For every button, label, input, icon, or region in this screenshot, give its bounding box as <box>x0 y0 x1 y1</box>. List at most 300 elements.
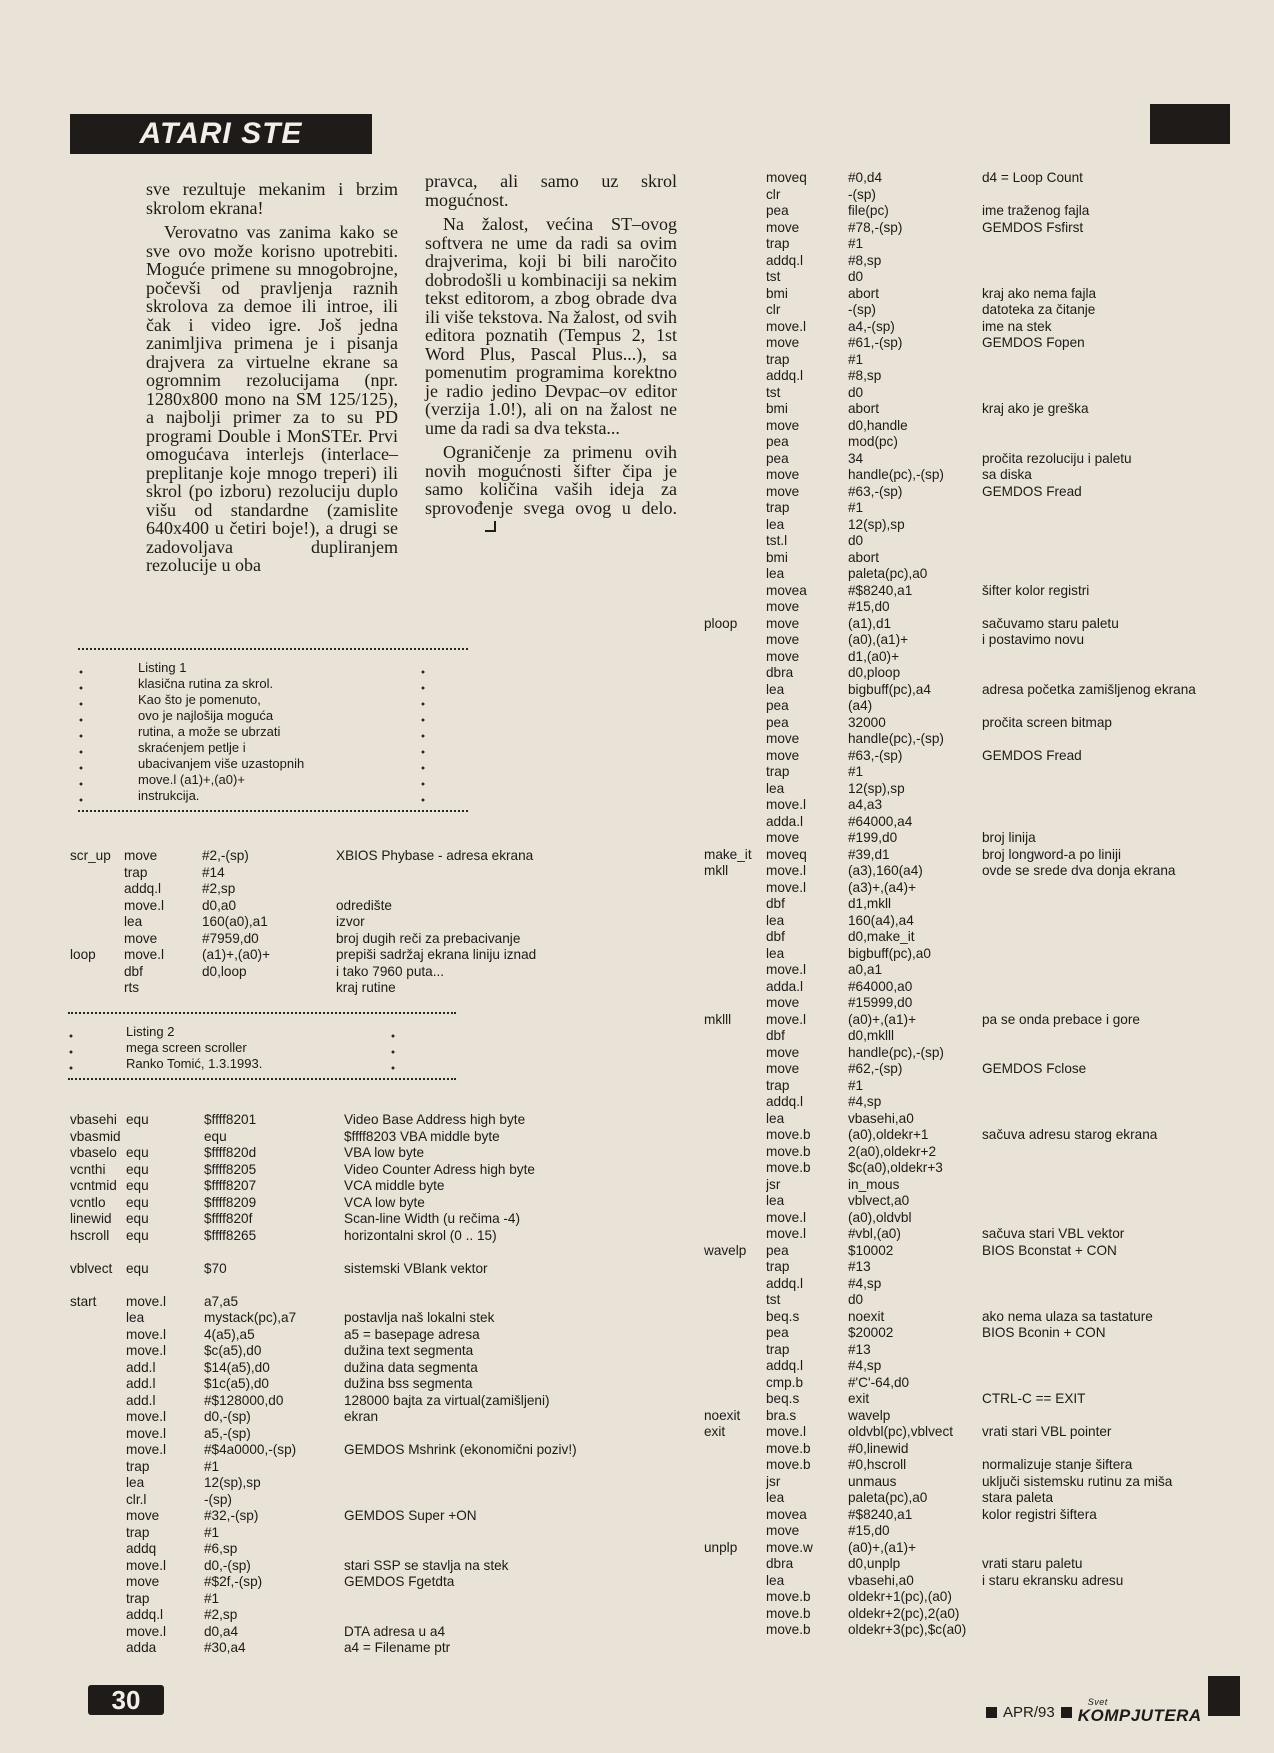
code-line <box>704 1160 1244 1177</box>
code-label: hscroll <box>70 1227 110 1243</box>
code-comment: ovde se srede dva donja ekrana <box>982 863 1176 878</box>
code-operand: #61,-(sp) <box>848 335 903 350</box>
code-comment: broj dugih reči za prebacivanje <box>336 930 521 946</box>
code-comment <box>982 566 1244 583</box>
code-line <box>704 533 1244 550</box>
code-operand: #4,sp <box>848 1094 882 1109</box>
code-line <box>70 1228 670 1245</box>
code-opcode: clr <box>766 302 781 317</box>
code-label: vblvect <box>70 1260 113 1276</box>
code-operand: #8,sp <box>848 368 882 383</box>
code-label: unplp <box>704 1539 738 1555</box>
code-operand: #2,-(sp) <box>202 848 249 863</box>
code-opcode: lea <box>126 1310 145 1325</box>
code-operand: #1 <box>204 1458 220 1474</box>
code-line <box>70 1195 670 1212</box>
code-label <box>70 980 124 997</box>
code-comment: dužina data segmenta <box>344 1359 478 1375</box>
code-line <box>70 964 610 981</box>
code-line <box>704 1094 1244 1111</box>
code-comment <box>982 665 1244 682</box>
code-opcode: addq.l <box>124 881 162 896</box>
code-line <box>704 748 1244 765</box>
code-line <box>704 1490 1244 1507</box>
code-operand: $ffff820f <box>204 1211 253 1226</box>
code-opcode: pea <box>766 450 789 466</box>
corner-block <box>1150 104 1230 144</box>
code-comment: GEMDOS Fopen <box>982 335 1085 350</box>
code-opcode: move.l <box>766 962 807 977</box>
code-comment: GEMDOS Fgetdta <box>344 1574 455 1589</box>
code-line <box>70 1244 670 1261</box>
code-line <box>704 484 1244 501</box>
code-operand: $1c(a5),d0 <box>204 1376 269 1391</box>
code-operand: #0,hscroll <box>848 1457 907 1472</box>
code-label <box>704 1507 766 1524</box>
code-opcode: equ <box>126 1178 149 1193</box>
code-line <box>704 1127 1244 1144</box>
code-label: ploop <box>704 615 738 631</box>
code-opcode: move <box>124 848 158 863</box>
code-comment <box>982 731 1244 748</box>
code-opcode: dbf <box>766 896 785 911</box>
code-operand: -(sp) <box>204 1491 232 1507</box>
code-comment <box>982 649 1244 666</box>
code-opcode: lea <box>124 914 143 929</box>
code-label <box>70 1442 126 1459</box>
listing-caption-line: Ranko Tomić, 1.3.1993. <box>126 1056 263 1071</box>
code-label <box>704 748 766 765</box>
code-operand: d0,a4 <box>204 1623 239 1639</box>
listing-caption-line: Kao što je pomenuto, <box>138 692 261 707</box>
code-operand: a4,-(sp) <box>848 318 895 334</box>
code-comment: kraj ako nema fajla <box>982 285 1097 301</box>
code-opcode: move.w <box>766 1539 813 1555</box>
code-operand: d0,unplp <box>848 1556 901 1571</box>
code-line <box>704 616 1244 633</box>
code-operand: 2(a0),oldekr+2 <box>848 1143 937 1159</box>
code-opcode: move.l <box>766 1226 807 1241</box>
code-label: exit <box>704 1424 726 1439</box>
code-line <box>704 995 1244 1012</box>
code-line <box>704 566 1244 583</box>
code-operand: (a0),oldvbl <box>848 1209 912 1225</box>
code-opcode: lea <box>766 566 785 581</box>
code-comment: broj linija <box>982 830 1036 845</box>
code-label <box>70 1492 126 1509</box>
code-opcode: addq.l <box>766 1094 804 1109</box>
code-opcode: clr.l <box>126 1491 147 1507</box>
listing-1-caption <box>78 648 468 812</box>
code-opcode: move.b <box>766 1605 811 1621</box>
code-label <box>704 830 766 847</box>
code-comment: sačuvamo staru paletu <box>982 615 1119 631</box>
code-opcode: pea <box>766 1242 789 1258</box>
code-comment: GEMDOS Fclose <box>982 1061 1087 1076</box>
code-comment <box>982 1375 1244 1392</box>
code-opcode: tst <box>766 269 781 284</box>
code-opcode: trap <box>766 236 790 251</box>
code-line <box>704 1243 1244 1260</box>
code-label: vcnthi <box>70 1161 106 1177</box>
code-comment: i staru ekransku adresu <box>982 1572 1124 1588</box>
code-operand: abort <box>848 285 879 301</box>
code-label <box>70 1591 126 1608</box>
code-opcode: trap <box>126 1458 150 1474</box>
code-line <box>704 335 1244 352</box>
code-line <box>70 1310 670 1327</box>
code-operand: d0,loop <box>202 963 247 979</box>
code-label <box>70 1574 126 1591</box>
code-comment: i tako 7960 puta... <box>336 963 445 979</box>
code-operand: $c(a0),oldekr+3 <box>848 1160 943 1175</box>
code-line <box>704 1573 1244 1590</box>
code-opcode: moveq <box>766 170 807 185</box>
listing-caption-line: ovo je najlošija moguća <box>138 708 274 723</box>
code-comment: pročita screen bitmap <box>982 714 1112 730</box>
code-line <box>70 1426 670 1443</box>
code-comment: ime traženog fajla <box>982 203 1090 218</box>
code-comment <box>982 1523 1244 1540</box>
code-opcode: pea <box>766 698 789 713</box>
code-line <box>704 1028 1244 1045</box>
code-comment <box>982 269 1244 286</box>
code-label <box>704 1441 766 1458</box>
paragraph: Ograničenje za primenu ovih novih mogućnosti šifter čipa je samo količina vaših ideja za sprovođenje svega ovog u delo. <box>425 443 677 536</box>
code-comment <box>982 236 1244 253</box>
listing-caption-line: mega screen scroller <box>126 1040 247 1055</box>
code-label: vbasmid <box>70 1128 121 1144</box>
code-operand: d0,ploop <box>848 665 901 680</box>
footer <box>986 1698 1202 1726</box>
code-label <box>704 517 766 534</box>
code-comment: dužina bss segmenta <box>344 1376 473 1391</box>
code-label <box>704 286 766 303</box>
code-line <box>70 1145 670 1162</box>
code-opcode: add.l <box>126 1376 156 1391</box>
code-comment: VCA low byte <box>344 1194 425 1210</box>
code-line <box>70 1178 670 1195</box>
code-label <box>70 1541 126 1558</box>
code-label <box>704 1457 766 1474</box>
code-line <box>70 1624 670 1641</box>
code-line <box>70 1508 670 1525</box>
code-line <box>70 1261 670 1278</box>
code-line <box>704 1474 1244 1491</box>
listing-caption-line: Listing 1 <box>138 660 187 675</box>
code-opcode: move.l <box>766 1011 807 1027</box>
code-comment <box>982 1144 1244 1161</box>
code-comment <box>344 1607 644 1624</box>
code-operand: $c(a5),d0 <box>204 1343 262 1358</box>
code-line <box>704 1375 1244 1392</box>
code-opcode: tst <box>766 384 781 400</box>
code-operand: a5,-(sp) <box>204 1425 251 1441</box>
code-comment: d4 = Loop Count <box>982 170 1083 185</box>
code-operand: mystack(pc),a7 <box>204 1310 297 1325</box>
code-operand: 12(sp),sp <box>848 516 905 532</box>
code-operand <box>204 1277 344 1294</box>
code-comment <box>982 1589 1244 1606</box>
code-line <box>70 1327 670 1344</box>
code-label <box>704 1622 766 1639</box>
code-comment <box>982 1441 1244 1458</box>
code-comment <box>344 1459 644 1476</box>
code-comment: ako nema ulaza sa tastature <box>982 1308 1153 1324</box>
code-operand: abort <box>848 549 879 565</box>
section-tag: ATARI STE <box>70 114 372 154</box>
code-opcode: pea <box>766 714 789 730</box>
code-label: vcntlo <box>70 1194 106 1210</box>
code-comment: DTA adresa u a4 <box>344 1623 446 1639</box>
code-line <box>704 1540 1244 1557</box>
code-operand: #64000,a4 <box>848 813 913 829</box>
code-comment <box>982 253 1244 270</box>
code-label <box>704 1226 766 1243</box>
code-opcode: equ <box>126 1112 149 1127</box>
code-opcode: move <box>766 467 800 482</box>
code-operand: d0,make_it <box>848 929 915 944</box>
code-comment <box>344 1244 644 1261</box>
code-operand: wavelp <box>848 1407 891 1423</box>
code-line <box>70 1376 670 1393</box>
code-operand: vbasehi,a0 <box>848 1572 914 1588</box>
brand-name: KOMPJUTERA <box>1077 1706 1202 1725</box>
code-opcode: lea <box>766 516 785 532</box>
code-comment <box>982 434 1244 451</box>
code-comment <box>982 1606 1244 1623</box>
code-line <box>704 880 1244 897</box>
code-operand: #7959,d0 <box>202 930 259 946</box>
code-operand: oldekr+3(pc),$c(a0) <box>848 1622 967 1637</box>
code-label: loop <box>70 947 96 962</box>
code-operand: (a0)+,(a1)+ <box>848 1011 917 1027</box>
code-label <box>704 896 766 913</box>
code-comment: šifter kolor registri <box>982 582 1090 598</box>
code-opcode: equ <box>126 1194 149 1210</box>
code-opcode: movea <box>766 582 807 598</box>
listing-caption-line: rutina, a može se ubrzati <box>138 724 281 739</box>
paragraph: Na žalost, većina ST–ovog softvera ne ume da radi sa ovim drajverima, koji bi bili naročito dobrodošli u kombinaciji sa nekim tekst editorom, a zbog obrade dva ili više tekstova. Na žalost, od svih editora poznatih (Tempus 2, 1st Word Plus, Pascal Plus...), sa pomenutim programima korektno je radio jedino Devpac–ov editor (verzija 1.0!), ali on na žalost ne ume da radi sa dva teksta... <box>425 214 677 438</box>
code-label: vbaselo <box>70 1145 117 1160</box>
code-comment <box>982 1111 1244 1128</box>
code-opcode: bmi <box>766 549 788 565</box>
code-comment <box>982 1342 1244 1359</box>
code-comment <box>982 781 1244 798</box>
code-operand: (a0)+,(a1)+ <box>848 1539 917 1555</box>
code-line <box>704 418 1244 435</box>
code-comment <box>982 1540 1244 1557</box>
code-label: make_it <box>704 846 752 862</box>
code-comment: postavlja naš lokalni stek <box>344 1310 495 1325</box>
code-opcode: trap <box>766 1259 790 1274</box>
code-operand: paleta(pc),a0 <box>848 566 928 581</box>
code-line <box>704 1111 1244 1128</box>
code-operand: $70 <box>204 1260 227 1276</box>
code-opcode: lea <box>766 945 785 961</box>
code-comment: CTRL-C == EXIT <box>982 1391 1086 1406</box>
code-opcode: move <box>766 1061 800 1076</box>
code-opcode: addq.l <box>766 1358 804 1373</box>
code-operand: d0,a0 <box>202 897 237 913</box>
code-opcode: beq.s <box>766 1391 800 1406</box>
code-comment <box>982 797 1244 814</box>
code-comment: GEMDOS Fread <box>982 483 1082 499</box>
code-operand: #199,d0 <box>848 830 898 845</box>
code-comment <box>982 896 1244 913</box>
code-label <box>70 964 124 981</box>
code-label <box>704 979 766 996</box>
code-operand: #30,a4 <box>204 1640 246 1655</box>
code-operand: -(sp) <box>848 302 876 317</box>
code-comment: 128000 bajta za virtual(zamišljeni) <box>344 1392 550 1408</box>
code-operand: 34 <box>848 450 864 466</box>
code-opcode: jsr <box>766 1473 781 1489</box>
code-label <box>70 1277 126 1294</box>
code-line <box>70 881 610 898</box>
code-opcode: move <box>766 830 800 845</box>
code-operand: (a1),d1 <box>848 615 892 631</box>
code-opcode: bmi <box>766 401 788 416</box>
code-line <box>70 1558 670 1575</box>
code-label <box>704 995 766 1012</box>
code-opcode: trap <box>126 1524 150 1540</box>
code-opcode: trap <box>124 864 148 880</box>
code-comment: odredište <box>336 897 392 913</box>
code-opcode: pea <box>766 203 789 218</box>
code-operand: (a3)+,(a4)+ <box>848 879 917 895</box>
code-line <box>704 1391 1244 1408</box>
code-comment <box>344 1294 644 1311</box>
code-label <box>704 1606 766 1623</box>
code-opcode: beq.s <box>766 1308 800 1324</box>
code-opcode: move <box>126 1574 160 1589</box>
code-operand: $ffff8265 <box>204 1227 257 1243</box>
code-line <box>704 1259 1244 1276</box>
listing-caption-line: skraćenjem petlje i <box>138 740 246 755</box>
code-line <box>704 203 1244 220</box>
code-operand: in_mous <box>848 1176 900 1192</box>
paragraph: Verovatno vas zanima kako se sve ovo može korisno upotrebiti. Moguće primene su mnogobrojne, počevši od pravljenja raznih skrolova za demoe ili introe, ili čak i video igre. Još jedna zanimljiva primena je i pisanja drajvera za virtuelne ekrane sa ogromnim rezolucijama (npr. 1280x800 mono na SM 125/125), a najbolji primer za to su PD programi Double i MonSTEr. Prvi omogućava interlejs (interlace–preplitanje koje mnogo treperi) ili skrol (po izboru) rezoluciju duplo višu od standardne (zamislite 640x400 u četiri boje!), a drugi se zadovoljava dupliranjem rezolucije u oba <box>146 222 398 575</box>
code-label <box>70 1343 126 1360</box>
code-comment: VCA middle byte <box>344 1178 445 1193</box>
code-label <box>70 1624 126 1641</box>
code-operand: #2,sp <box>204 1607 238 1622</box>
code-opcode: move.b <box>766 1589 811 1604</box>
code-operand: file(pc) <box>848 203 889 218</box>
code-line <box>704 467 1244 484</box>
code-comment: broj longword-a po liniji <box>982 846 1122 862</box>
code-label <box>704 814 766 831</box>
code-label <box>704 632 766 649</box>
corner-block-bottom <box>1208 1676 1240 1716</box>
code-comment: sačuva adresu starog ekrana <box>982 1127 1158 1142</box>
code-label <box>704 418 766 435</box>
code-line <box>704 1078 1244 1095</box>
code-line <box>704 1045 1244 1062</box>
code-comment <box>344 1591 644 1608</box>
code-operand: #2,sp <box>202 881 236 896</box>
code-line <box>704 1342 1244 1359</box>
code-opcode: rts <box>124 980 140 995</box>
code-comment <box>336 865 606 882</box>
code-operand: #1 <box>848 351 864 367</box>
code-label <box>704 1078 766 1095</box>
code-comment: datoteka za čitanje <box>982 302 1096 317</box>
brand-logo <box>1078 1698 1202 1726</box>
paragraph: pravca, ali samo uz skrol mogućnost. <box>425 171 677 210</box>
code-line <box>704 1210 1244 1227</box>
code-opcode: trap <box>766 1077 790 1093</box>
code-label <box>704 484 766 501</box>
listing-caption-line: klasična rutina za skrol. <box>138 676 274 691</box>
code-line <box>704 550 1244 567</box>
code-opcode: move.l <box>766 1424 807 1439</box>
code-comment: sistemski VBlank vektor <box>344 1260 488 1276</box>
code-operand: #1 <box>848 236 864 251</box>
code-label <box>704 1309 766 1326</box>
code-label: linewid <box>70 1211 112 1226</box>
code-operand: a4,a3 <box>848 797 883 812</box>
code-label <box>704 665 766 682</box>
code-comment <box>982 1028 1244 1045</box>
page-number: 30 <box>88 1685 164 1715</box>
code-operand: oldvbl(pc),vblvect <box>848 1424 954 1439</box>
code-line <box>70 1211 670 1228</box>
code-opcode: move <box>126 1508 160 1523</box>
code-label <box>704 1028 766 1045</box>
code-opcode: move <box>766 648 800 664</box>
code-comment: stari SSP se stavlja na stek <box>344 1557 509 1573</box>
code-comment <box>982 418 1244 435</box>
code-opcode: move.b <box>766 1160 811 1175</box>
code-line <box>704 401 1244 418</box>
code-comment <box>982 1622 1244 1639</box>
code-opcode: move.l <box>124 947 165 962</box>
code-comment <box>344 1541 644 1558</box>
code-operand: noexit <box>848 1308 885 1324</box>
code-line <box>70 931 610 948</box>
code-line <box>70 914 610 931</box>
code-operand: abort <box>848 401 879 416</box>
code-opcode: addq.l <box>126 1607 164 1622</box>
code-comment <box>982 1292 1244 1309</box>
code-comment: BIOS Bconstat + CON <box>982 1242 1117 1258</box>
code-comment: sačuva stari VBL vektor <box>982 1226 1125 1241</box>
code-operand: handle(pc),-(sp) <box>848 467 944 482</box>
code-operand: oldekr+2(pc),2(a0) <box>848 1605 960 1621</box>
code-operand: d0 <box>848 1292 864 1307</box>
code-label <box>704 1259 766 1276</box>
code-comment <box>982 352 1244 369</box>
code-operand: $ffff8201 <box>204 1112 257 1127</box>
code-opcode: addq.l <box>766 252 804 268</box>
code-label <box>704 1144 766 1161</box>
code-operand: #0,linewid <box>848 1440 909 1456</box>
code-line <box>704 797 1244 814</box>
code-operand: $10002 <box>848 1242 894 1258</box>
code-comment <box>344 1475 644 1492</box>
code-opcode: trap <box>766 764 790 779</box>
code-comment <box>982 1045 1244 1062</box>
code-label <box>704 1177 766 1194</box>
code-comment <box>982 368 1244 385</box>
code-label <box>704 187 766 204</box>
code-label <box>70 1327 126 1344</box>
code-label <box>704 566 766 583</box>
code-operand: vblvect,a0 <box>848 1193 910 1208</box>
code-line <box>704 385 1244 402</box>
